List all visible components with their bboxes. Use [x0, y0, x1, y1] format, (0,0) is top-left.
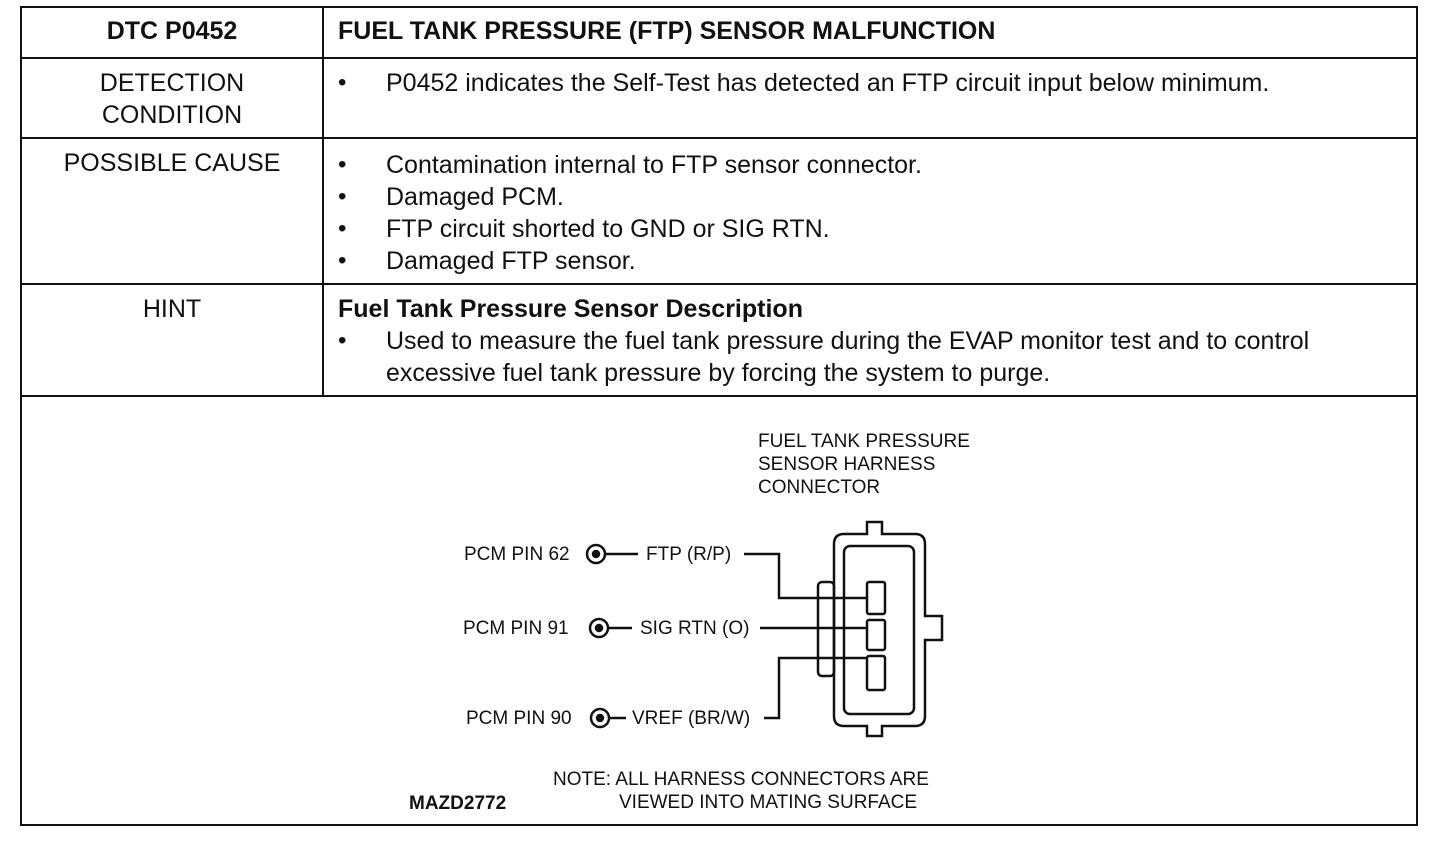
hint-row	[22, 284, 1416, 396]
pin-91-label: PCM PIN 91	[463, 618, 569, 639]
pin-91-wire-label: SIG RTN (O)	[640, 618, 750, 639]
pin-62-label: PCM PIN 62	[464, 544, 570, 565]
note-line2: VIEWED INTO MATING SURFACE	[619, 792, 918, 813]
figure-id: MAZD2772	[409, 793, 507, 814]
note-line1: NOTE: ALL HARNESS CONNECTORS ARE	[553, 769, 929, 790]
possible-cause-row	[22, 138, 1416, 284]
pin-90-label: PCM PIN 90	[466, 708, 572, 729]
pin-90-wire-label: VREF (BR/W)	[632, 708, 751, 729]
detection-label	[22, 58, 323, 138]
dtc-code: DTC P0452	[22, 8, 323, 58]
possible-cause-label: POSSIBLE CAUSE	[22, 138, 323, 284]
hint-content	[323, 284, 1416, 396]
connector-title-line1: FUEL TANK PRESSURE	[758, 431, 970, 452]
pin-62-wire-label: FTP (R/P)	[646, 544, 732, 565]
hint-heading: Fuel Tank Pressure Sensor Description	[338, 295, 803, 323]
detection-row	[22, 58, 1416, 138]
connector-diagram	[22, 394, 1416, 824]
cause-item: • Damaged PCM.	[338, 181, 1406, 213]
hint-label: HINT	[22, 284, 323, 396]
dtc-sheet	[20, 6, 1418, 826]
header-row	[22, 8, 1416, 58]
cause-item: • Contamination internal to FTP sensor connector.	[338, 149, 1406, 181]
detection-content	[323, 58, 1416, 138]
detection-label-line2: CONDITION	[101, 101, 243, 129]
cause-item: • FTP circuit shorted to GND or SIG RTN.	[338, 213, 1406, 245]
cause-item: • Damaged FTP sensor.	[338, 245, 1406, 277]
dtc-title: FUEL TANK PRESSURE (FTP) SENSOR MALFUNCTION	[323, 8, 1416, 58]
connector-title-line3: CONNECTOR	[758, 477, 881, 498]
connector-drawing	[22, 394, 1416, 824]
connector-title-line2: SENSOR HARNESS	[758, 454, 936, 475]
detection-item: • P0452 indicates the Self-Test has detected an FTP circuit input below minimum.	[338, 67, 1406, 99]
detection-label-line1: DETECTION	[99, 69, 245, 97]
hint-item: • Used to measure the fuel tank pressure during the EVAP monitor test and to control excessive fuel tank pressure by forcing the system to purge.	[338, 325, 1406, 389]
dtc-table	[22, 8, 1416, 397]
possible-cause-content	[323, 138, 1416, 284]
